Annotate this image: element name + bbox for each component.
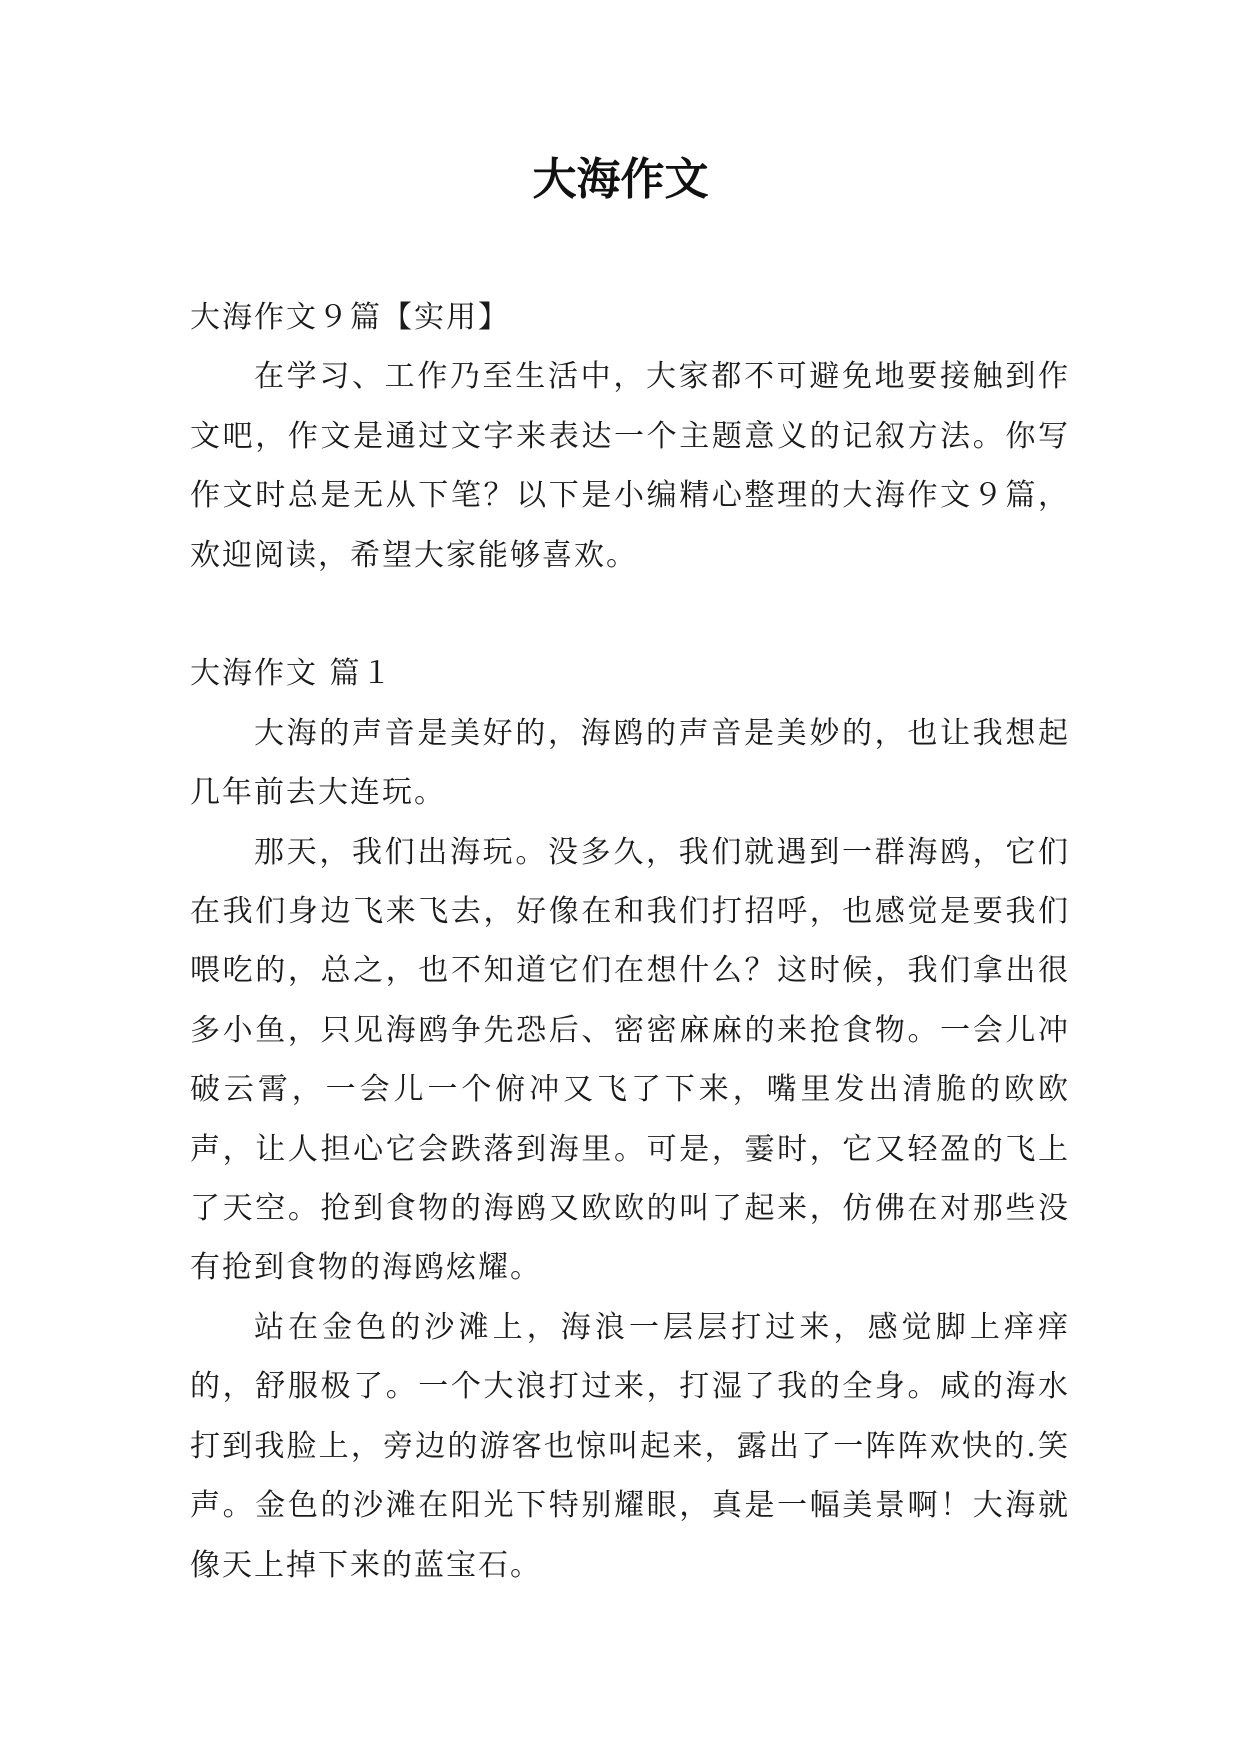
document-title: 大海作文 <box>532 154 709 205</box>
section-paragraph-3: 站在金色的沙滩上，海浪一层层打过来，感觉脚上痒痒的，舒服极了。一个大浪打过来，打湿了我的全身。咸的海水打到我脸上，旁边的游客也惊叫起来，露出了一阵阵欢快的.笑声。金色的沙滩在阳光下特别耀眼，真是一幅美景啊！大海就像天上掉下来的蓝宝石。 <box>190 1309 1070 1583</box>
section-paragraph-1: 大海的声音是美好的，海鸥的声音是美妙的，也让我想起几年前去大连玩。 <box>190 715 1070 811</box>
document-body <box>190 288 1070 1595</box>
section-paragraph-2: 那天，我们出海玩。没多久，我们就遇到一群海鸥，它们在我们身边飞来飞去，好像在和我们打招呼，也感觉是要我们喂吃的，总之，也不知道它们在想什么？这时候，我们拿出很多小鱼，只见海鸥争先恐后、密密麻麻的来抢食物。一会儿冲破云霄，一会儿一个俯冲又飞了下来，嘴里发出清脆的欧欧声，让人担心它会跌落到海里。可是，霎时，它又轻盈的飞上了天空。抢到食物的海鸥又欧欧的叫了起来，仿佛在对那些没有抢到食物的海鸥炫耀。 <box>190 834 1070 1286</box>
section-heading: 大海作文 篇１ <box>190 656 394 692</box>
section-spacer <box>190 585 1070 644</box>
intro-paragraph: 在学习、工作乃至生活中，大家都不可避免地要接触到作文吧，作文是通过文字来表达一个主题意义的记叙方法。你写作文时总是无从下笔？以下是小编精心整理的大海作文９篇，欢迎阅读，希望大家能够喜欢。 <box>190 359 1070 573</box>
document-subtitle: 大海作文９篇【实用】 <box>190 300 510 335</box>
